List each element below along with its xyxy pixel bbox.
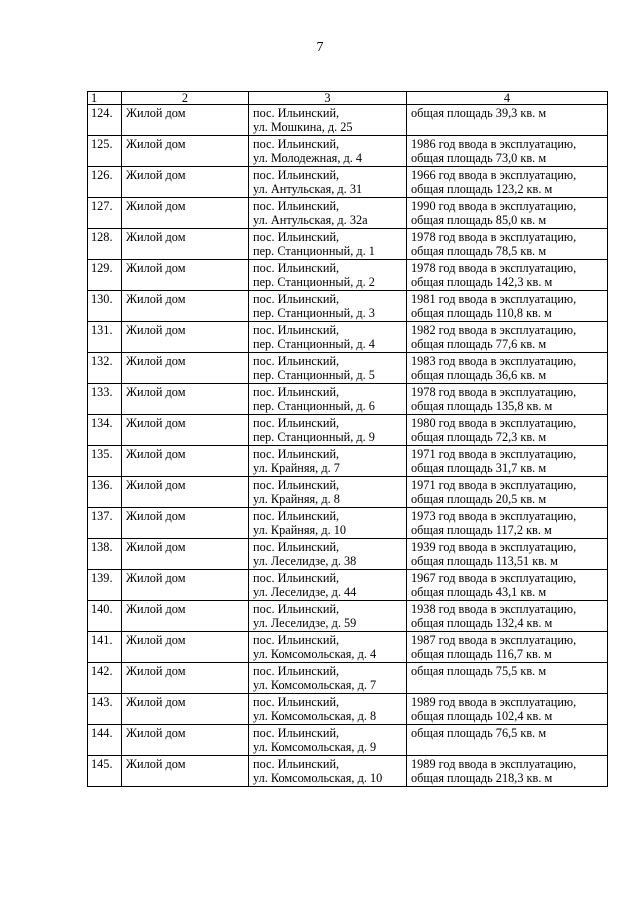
object-name-cell — [122, 384, 249, 415]
row-number-cell — [88, 353, 122, 384]
object-name: Жилой дом — [126, 416, 186, 430]
characteristics-line-2: общая площадь 72,3 кв. м — [411, 430, 547, 444]
row-number-cell — [88, 322, 122, 353]
address-settlement: пос. Ильинский, — [253, 602, 340, 616]
characteristics-cell — [407, 415, 608, 446]
characteristics-line-1: 1938 год ввода в эксплуатацию, — [411, 602, 577, 616]
table-row — [88, 663, 608, 694]
object-name-cell — [122, 694, 249, 725]
address-settlement: пос. Ильинский, — [253, 261, 340, 275]
address-cell — [249, 260, 407, 291]
characteristics-line-1: 1981 год ввода в эксплуатацию, — [411, 292, 577, 306]
address-street: ул. Мошкина, д. 25 — [253, 120, 353, 134]
object-name: Жилой дом — [126, 106, 186, 120]
object-name: Жилой дом — [126, 137, 186, 151]
address-cell — [249, 415, 407, 446]
characteristics-line-2: общая площадь 116,7 кв. м — [411, 647, 552, 661]
characteristics-line-2: общая площадь 31,7 кв. м — [411, 461, 547, 475]
characteristics-line-1: 1986 год ввода в эксплуатацию, — [411, 137, 577, 151]
address-cell — [249, 167, 407, 198]
object-name-cell — [122, 446, 249, 477]
row-number: 145. — [91, 757, 113, 771]
address-street: ул. Комсомольская, д. 8 — [253, 709, 377, 723]
object-name-cell — [122, 260, 249, 291]
characteristics-line-2: общая площадь 20,5 кв. м — [411, 492, 547, 506]
characteristics-cell — [407, 694, 608, 725]
object-name: Жилой дом — [126, 385, 186, 399]
object-name-cell — [122, 322, 249, 353]
object-name: Жилой дом — [126, 168, 186, 182]
object-name: Жилой дом — [126, 633, 186, 647]
address-settlement: пос. Ильинский, — [253, 137, 340, 151]
address-cell — [249, 508, 407, 539]
row-number: 142. — [91, 664, 113, 678]
object-name: Жилой дом — [126, 354, 186, 368]
characteristics-line-2: общая площадь 85,0 кв. м — [411, 213, 547, 227]
table-row — [88, 136, 608, 167]
characteristics-cell — [407, 539, 608, 570]
characteristics-line-1: 1989 год ввода в эксплуатацию, — [411, 757, 577, 771]
characteristics-cell — [407, 198, 608, 229]
address-cell — [249, 756, 407, 787]
address-street: ул. Антульская, д. 32а — [253, 213, 368, 227]
row-number-cell — [88, 663, 122, 694]
address-settlement: пос. Ильинский, — [253, 230, 340, 244]
object-name-cell — [122, 756, 249, 787]
characteristics-line-2: общая площадь 142,3 кв. м — [411, 275, 553, 289]
address-settlement: пос. Ильинский, — [253, 478, 340, 492]
address-street: ул. Комсомольская, д. 10 — [253, 771, 383, 785]
address-cell — [249, 694, 407, 725]
column-header-4: 4 — [407, 92, 608, 105]
characteristics-line-1: 1973 год ввода в эксплуатацию, — [411, 509, 577, 523]
column-header-1: 1 — [88, 92, 122, 105]
object-name-cell — [122, 229, 249, 260]
column-header-3: 3 — [249, 92, 407, 105]
address-settlement: пос. Ильинский, — [253, 633, 340, 647]
address-settlement: пос. Ильинский, — [253, 354, 340, 368]
row-number-cell — [88, 260, 122, 291]
address-cell — [249, 353, 407, 384]
characteristics-line-2: общая площадь 110,8 кв. м — [411, 306, 552, 320]
characteristics-cell — [407, 632, 608, 663]
row-number: 130. — [91, 292, 113, 306]
row-number-cell — [88, 384, 122, 415]
table-row — [88, 229, 608, 260]
address-cell — [249, 229, 407, 260]
address-settlement: пос. Ильинский, — [253, 571, 340, 585]
address-street: пер. Станционный, д. 3 — [253, 306, 375, 320]
address-street: ул. Комсомольская, д. 4 — [253, 647, 377, 661]
address-settlement: пос. Ильинский, — [253, 106, 340, 120]
property-table-body — [88, 92, 608, 787]
row-number-cell — [88, 446, 122, 477]
address-cell — [249, 663, 407, 694]
characteristics-cell — [407, 384, 608, 415]
characteristics-cell — [407, 663, 608, 694]
characteristics-line-1: 1971 год ввода в эксплуатацию, — [411, 478, 577, 492]
address-settlement: пос. Ильинский, — [253, 385, 340, 399]
characteristics-line-2: общая площадь 132,4 кв. м — [411, 616, 553, 630]
address-settlement: пос. Ильинский, — [253, 695, 340, 709]
characteristics-line-1: 1978 год ввода в эксплуатацию, — [411, 230, 577, 244]
row-number-cell — [88, 756, 122, 787]
table-row — [88, 291, 608, 322]
row-number: 137. — [91, 509, 113, 523]
address-cell — [249, 601, 407, 632]
object-name-cell — [122, 508, 249, 539]
address-cell — [249, 136, 407, 167]
address-street: пер. Станционный, д. 9 — [253, 430, 375, 444]
object-name: Жилой дом — [126, 757, 186, 771]
row-number-cell — [88, 105, 122, 136]
table-row — [88, 260, 608, 291]
characteristics-line-2: общая площадь 218,3 кв. м — [411, 771, 553, 785]
object-name-cell — [122, 601, 249, 632]
table-row — [88, 322, 608, 353]
address-street: ул. Молодежная, д. 4 — [253, 151, 363, 165]
row-number: 139. — [91, 571, 113, 585]
address-street: пер. Станционный, д. 1 — [253, 244, 375, 258]
characteristics-line-2: общая площадь 117,2 кв. м — [411, 523, 552, 537]
table-row — [88, 167, 608, 198]
address-street: пер. Станционный, д. 4 — [253, 337, 375, 351]
address-cell — [249, 291, 407, 322]
column-header-2: 2 — [122, 92, 249, 105]
object-name: Жилой дом — [126, 478, 186, 492]
page-number: 7 — [316, 40, 324, 55]
address-settlement: пос. Ильинский, — [253, 447, 340, 461]
address-settlement: пос. Ильинский, — [253, 199, 340, 213]
characteristics-line-2: общая площадь 113,51 кв. м — [411, 554, 558, 568]
row-number-cell — [88, 477, 122, 508]
address-street: ул. Антульская, д. 31 — [253, 182, 363, 196]
row-number-cell — [88, 694, 122, 725]
object-name-cell — [122, 105, 249, 136]
row-number-cell — [88, 167, 122, 198]
characteristics-line-1: 1982 год ввода в эксплуатацию, — [411, 323, 577, 337]
characteristics-cell — [407, 260, 608, 291]
address-street: ул. Комсомольская, д. 7 — [253, 678, 377, 692]
address-cell — [249, 725, 407, 756]
object-name: Жилой дом — [126, 571, 186, 585]
row-number-cell — [88, 415, 122, 446]
characteristics-line-1: 1989 год ввода в эксплуатацию, — [411, 695, 577, 709]
address-cell — [249, 322, 407, 353]
row-number-cell — [88, 198, 122, 229]
characteristics-line-1: 1978 год ввода в эксплуатацию, — [411, 261, 577, 275]
object-name: Жилой дом — [126, 292, 186, 306]
characteristics-line-1: общая площадь 39,3 кв. м — [411, 106, 547, 120]
characteristics-line-1: общая площадь 76,5 кв. м — [411, 726, 547, 740]
characteristics-line-1: общая площадь 75,5 кв. м — [411, 664, 547, 678]
characteristics-line-1: 1990 год ввода в эксплуатацию, — [411, 199, 577, 213]
row-number: 126. — [91, 168, 113, 182]
row-number: 127. — [91, 199, 113, 213]
characteristics-line-2: общая площадь 43,1 кв. м — [411, 585, 547, 599]
row-number: 131. — [91, 323, 113, 337]
characteristics-cell — [407, 508, 608, 539]
characteristics-cell — [407, 167, 608, 198]
row-number-cell — [88, 229, 122, 260]
row-number: 140. — [91, 602, 113, 616]
row-number-cell — [88, 601, 122, 632]
address-cell — [249, 105, 407, 136]
characteristics-cell — [407, 601, 608, 632]
row-number: 144. — [91, 726, 113, 740]
address-street: ул. Крайняя, д. 10 — [253, 523, 347, 537]
characteristics-cell — [407, 353, 608, 384]
table-row — [88, 756, 608, 787]
characteristics-line-2: общая площадь 36,6 кв. м — [411, 368, 547, 382]
characteristics-cell — [407, 446, 608, 477]
object-name-cell — [122, 198, 249, 229]
row-number: 138. — [91, 540, 113, 554]
table-row — [88, 632, 608, 663]
object-name: Жилой дом — [126, 726, 186, 740]
address-settlement: пос. Ильинский, — [253, 664, 340, 678]
address-settlement: пос. Ильинский, — [253, 323, 340, 337]
row-number: 125. — [91, 137, 113, 151]
address-street: пер. Станционный, д. 2 — [253, 275, 375, 289]
address-cell — [249, 384, 407, 415]
address-settlement: пос. Ильинский, — [253, 292, 340, 306]
characteristics-cell — [407, 725, 608, 756]
address-settlement: пос. Ильинский, — [253, 509, 340, 523]
object-name: Жилой дом — [126, 602, 186, 616]
address-street: пер. Станционный, д. 6 — [253, 399, 375, 413]
address-cell — [249, 477, 407, 508]
characteristics-line-2: общая площадь 78,5 кв. м — [411, 244, 547, 258]
row-number-cell — [88, 725, 122, 756]
row-number: 134. — [91, 416, 113, 430]
characteristics-line-1: 1983 год ввода в эксплуатацию, — [411, 354, 577, 368]
table-row — [88, 198, 608, 229]
row-number: 133. — [91, 385, 113, 399]
object-name-cell — [122, 136, 249, 167]
table-row — [88, 353, 608, 384]
row-number: 136. — [91, 478, 113, 492]
object-name-cell — [122, 415, 249, 446]
object-name: Жилой дом — [126, 199, 186, 213]
address-cell — [249, 570, 407, 601]
object-name-cell — [122, 663, 249, 694]
object-name: Жилой дом — [126, 447, 186, 461]
table-row — [88, 384, 608, 415]
table-row — [88, 725, 608, 756]
address-settlement: пос. Ильинский, — [253, 540, 340, 554]
object-name-cell — [122, 570, 249, 601]
table-row — [88, 508, 608, 539]
row-number-cell — [88, 508, 122, 539]
characteristics-cell — [407, 322, 608, 353]
characteristics-cell — [407, 136, 608, 167]
address-cell — [249, 198, 407, 229]
table-row — [88, 446, 608, 477]
table-header-row — [88, 92, 608, 105]
characteristics-line-1: 1939 год ввода в эксплуатацию, — [411, 540, 577, 554]
address-street: ул. Крайняя, д. 7 — [253, 461, 340, 475]
characteristics-line-1: 1980 год ввода в эксплуатацию, — [411, 416, 577, 430]
address-cell — [249, 446, 407, 477]
characteristics-cell — [407, 291, 608, 322]
object-name: Жилой дом — [126, 540, 186, 554]
address-street: пер. Станционный, д. 5 — [253, 368, 375, 382]
table-row — [88, 105, 608, 136]
characteristics-line-2: общая площадь 123,2 кв. м — [411, 182, 553, 196]
property-table — [87, 91, 608, 787]
row-number: 132. — [91, 354, 113, 368]
row-number-cell — [88, 291, 122, 322]
row-number: 143. — [91, 695, 113, 709]
address-street: ул. Леселидзе, д. 59 — [253, 616, 357, 630]
characteristics-line-2: общая площадь 73,0 кв. м — [411, 151, 547, 165]
characteristics-cell — [407, 477, 608, 508]
row-number-cell — [88, 136, 122, 167]
characteristics-line-1: 1971 год ввода в эксплуатацию, — [411, 447, 577, 461]
object-name-cell — [122, 353, 249, 384]
table-row — [88, 539, 608, 570]
table-row — [88, 570, 608, 601]
address-settlement: пос. Ильинский, — [253, 416, 340, 430]
row-number: 128. — [91, 230, 113, 244]
object-name-cell — [122, 477, 249, 508]
characteristics-cell — [407, 105, 608, 136]
object-name-cell — [122, 291, 249, 322]
characteristics-line-1: 1987 год ввода в эксплуатацию, — [411, 633, 577, 647]
address-street: ул. Леселидзе, д. 44 — [253, 585, 357, 599]
characteristics-line-1: 1967 год ввода в эксплуатацию, — [411, 571, 577, 585]
object-name: Жилой дом — [126, 509, 186, 523]
object-name-cell — [122, 167, 249, 198]
object-name: Жилой дом — [126, 230, 186, 244]
characteristics-line-1: 1966 год ввода в эксплуатацию, — [411, 168, 577, 182]
row-number-cell — [88, 632, 122, 663]
table-row — [88, 477, 608, 508]
row-number: 124. — [91, 106, 113, 120]
object-name-cell — [122, 725, 249, 756]
address-settlement: пос. Ильинский, — [253, 726, 340, 740]
characteristics-cell — [407, 229, 608, 260]
object-name: Жилой дом — [126, 664, 186, 678]
object-name-cell — [122, 632, 249, 663]
row-number-cell — [88, 570, 122, 601]
characteristics-line-1: 1978 год ввода в эксплуатацию, — [411, 385, 577, 399]
row-number: 141. — [91, 633, 113, 647]
address-cell — [249, 539, 407, 570]
characteristics-line-2: общая площадь 102,4 кв. м — [411, 709, 553, 723]
table-row — [88, 601, 608, 632]
row-number: 135. — [91, 447, 113, 461]
object-name: Жилой дом — [126, 695, 186, 709]
characteristics-line-2: общая площадь 77,6 кв. м — [411, 337, 547, 351]
address-street: ул. Крайняя, д. 8 — [253, 492, 340, 506]
object-name: Жилой дом — [126, 261, 186, 275]
address-settlement: пос. Ильинский, — [253, 757, 340, 771]
characteristics-cell — [407, 756, 608, 787]
row-number-cell — [88, 539, 122, 570]
object-name-cell — [122, 539, 249, 570]
table-row — [88, 694, 608, 725]
address-street: ул. Комсомольская, д. 9 — [253, 740, 377, 754]
object-name: Жилой дом — [126, 323, 186, 337]
table-row — [88, 415, 608, 446]
characteristics-line-2: общая площадь 135,8 кв. м — [411, 399, 553, 413]
address-street: ул. Леселидзе, д. 38 — [253, 554, 357, 568]
address-cell — [249, 632, 407, 663]
characteristics-cell — [407, 570, 608, 601]
row-number: 129. — [91, 261, 113, 275]
address-settlement: пос. Ильинский, — [253, 168, 340, 182]
